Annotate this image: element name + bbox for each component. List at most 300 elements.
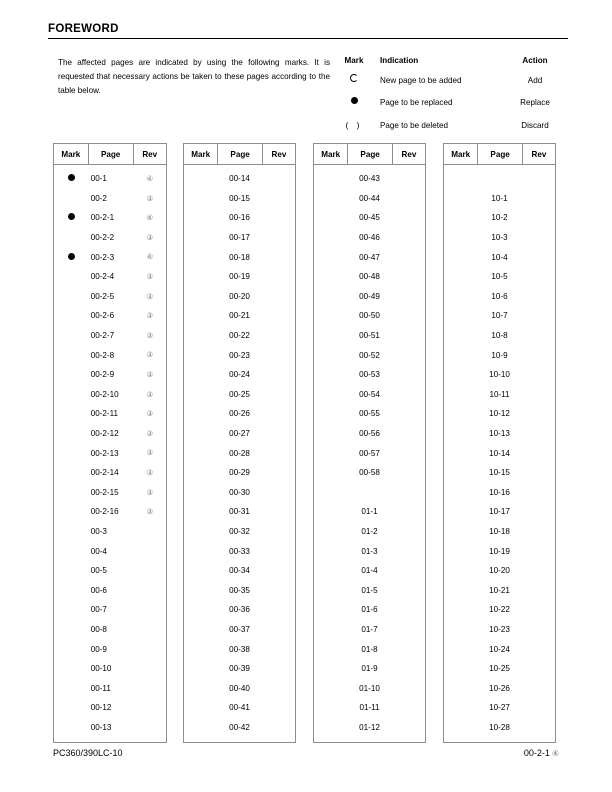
legend-indication-cell: New page to be added xyxy=(380,76,462,85)
cell-rev xyxy=(134,214,166,222)
table-header-row xyxy=(444,144,555,165)
cell-page: 10-22 xyxy=(489,605,510,615)
table-row xyxy=(444,443,555,463)
cell-page: 00-2 xyxy=(90,193,107,203)
cell-page: 10-20 xyxy=(489,566,510,576)
table-row xyxy=(184,424,295,444)
rev-circle-icon: ③ xyxy=(146,448,154,458)
table-row xyxy=(314,345,425,365)
cell-page: 00-10 xyxy=(90,664,112,674)
cell-page: 00-2-6 xyxy=(90,311,115,321)
cell-page: 10-8 xyxy=(491,331,508,341)
table-row xyxy=(184,639,295,659)
cell-page: 00-52 xyxy=(359,350,380,360)
cell-page: 01-11 xyxy=(359,703,380,713)
column-header-page: Page xyxy=(348,144,392,164)
cell-page: 00-51 xyxy=(359,331,380,341)
rev-circle-icon: ③ xyxy=(146,193,154,203)
cell-page: 00-25 xyxy=(229,389,250,399)
table-row xyxy=(314,228,425,248)
cell-page: 00-26 xyxy=(229,409,250,419)
table-row xyxy=(54,169,166,189)
table-header-row xyxy=(314,144,425,165)
filled-circle-icon xyxy=(68,213,75,220)
rev-circle-icon: ③ xyxy=(146,389,154,399)
cell-page: 10-28 xyxy=(489,722,510,732)
table-row xyxy=(54,698,166,718)
table-row xyxy=(184,620,295,640)
column-header-page: Page xyxy=(89,144,134,164)
table-row xyxy=(314,463,425,483)
table-row xyxy=(314,620,425,640)
table-row xyxy=(184,522,295,542)
legend-row xyxy=(336,75,568,98)
footer-page-number xyxy=(524,748,559,758)
rev-circle-icon: ③ xyxy=(146,330,154,340)
cell-mark xyxy=(54,254,89,261)
table-row xyxy=(184,345,295,365)
cell-rev xyxy=(134,332,166,340)
cell-page: 00-22 xyxy=(229,331,250,341)
table-row xyxy=(314,267,425,287)
cell-rev xyxy=(134,430,166,438)
table-row xyxy=(184,189,295,209)
legend-indication-cell: Page to be deleted xyxy=(380,121,448,130)
cell-page: 00-54 xyxy=(359,389,380,399)
cell-page: 00-2-4 xyxy=(90,272,115,282)
cell-page: 00-58 xyxy=(359,468,380,478)
page-table-2 xyxy=(183,143,296,743)
column-header-rev: Rev xyxy=(142,149,158,159)
table-row xyxy=(54,718,166,738)
cell-page: 00-13 xyxy=(90,722,112,732)
table-row xyxy=(314,189,425,209)
cell-page: 00-3 xyxy=(90,526,107,536)
cell-page: 00-50 xyxy=(359,311,380,321)
cell-page: 00-38 xyxy=(229,644,250,654)
column-header-mark: Mark xyxy=(184,144,218,164)
cell-rev xyxy=(134,293,166,301)
cell-page: 00-27 xyxy=(229,429,250,439)
cell-page: 10-19 xyxy=(489,546,510,556)
cell-page: 00-44 xyxy=(359,193,380,203)
table-row xyxy=(54,483,166,503)
table-row xyxy=(314,678,425,698)
rev-circle-icon: ③ xyxy=(146,428,154,438)
column-header-rev: Rev xyxy=(531,149,547,159)
table-row xyxy=(184,326,295,346)
cell-page: 00-12 xyxy=(90,703,112,713)
table-row xyxy=(314,385,425,405)
legend-indication-cell: Page to be replaced xyxy=(380,97,453,107)
cell-page: 10-11 xyxy=(489,389,510,399)
rev-circle-icon: ③ xyxy=(146,311,154,321)
table-row xyxy=(444,522,555,542)
table-row xyxy=(444,208,555,228)
legend-mark-cell xyxy=(336,98,372,107)
cell-page: 00-11 xyxy=(90,683,111,693)
legend-header-row xyxy=(336,56,568,75)
cell-page: 01-8 xyxy=(361,644,378,654)
cell-page: 00-49 xyxy=(359,291,380,301)
legend-mark-cell xyxy=(336,75,372,85)
table-row xyxy=(54,287,166,307)
cell-page: 10-24 xyxy=(489,644,510,654)
rev-circle-icon: ③ xyxy=(146,350,154,360)
table-row xyxy=(444,463,555,483)
cell-page: 00-2-1 xyxy=(90,213,115,223)
filled-circle-icon xyxy=(68,253,75,260)
cell-page: 00-55 xyxy=(359,409,380,419)
cell-page: 00-31 xyxy=(229,507,250,517)
table-row xyxy=(184,698,295,718)
table-row xyxy=(314,639,425,659)
table-row xyxy=(314,483,425,503)
cell-page: 00-14 xyxy=(229,174,250,184)
table-row xyxy=(444,247,555,267)
column-header-mark: Mark xyxy=(54,144,89,164)
table-row xyxy=(314,718,425,738)
cell-page: 10-9 xyxy=(491,350,508,360)
table-row xyxy=(184,208,295,228)
table-row xyxy=(184,228,295,248)
table-row xyxy=(54,620,166,640)
footer-page-label: 00-2-1 xyxy=(523,748,550,758)
table-row xyxy=(54,541,166,561)
cell-page: 00-2-16 xyxy=(90,507,119,517)
cell-page: 10-21 xyxy=(489,585,510,595)
legend-action-cell: Discard xyxy=(521,121,549,130)
cell-page: 00-43 xyxy=(359,174,380,184)
cell-page: 10-27 xyxy=(489,703,510,713)
table-row xyxy=(54,659,166,679)
page-table-4 xyxy=(443,143,556,743)
table-row xyxy=(444,580,555,600)
filled-circle-icon xyxy=(68,174,75,181)
cell-page: 10-25 xyxy=(489,664,510,674)
intro-paragraph: The affected pages are indicated by using the following marks. It is requested that necessary actions be taken to these pages according to the table below. xyxy=(58,58,330,96)
table-row xyxy=(444,483,555,503)
table-row xyxy=(444,169,555,189)
page-table-3 xyxy=(313,143,426,743)
table-row xyxy=(444,287,555,307)
table-row xyxy=(184,561,295,581)
table-row xyxy=(444,345,555,365)
table-row xyxy=(444,718,555,738)
cell-page: 00-2-9 xyxy=(90,370,115,380)
legend-action-cell: Replace xyxy=(520,97,550,107)
cell-page: 00-24 xyxy=(229,370,250,380)
cell-page: 00-2-2 xyxy=(90,233,115,243)
table-row xyxy=(444,541,555,561)
table-row xyxy=(54,247,166,267)
table-row xyxy=(184,443,295,463)
table-row xyxy=(444,228,555,248)
cell-page: 10-16 xyxy=(489,487,510,497)
table-row xyxy=(314,502,425,522)
cell-page: 00-8 xyxy=(90,624,107,634)
cell-page: 00-42 xyxy=(229,722,250,732)
rev-circle-icon: ③ xyxy=(146,507,154,517)
page-table-1 xyxy=(53,143,167,743)
legend-mark-cell xyxy=(336,120,372,130)
legend-body xyxy=(336,75,568,143)
cell-page: 00-5 xyxy=(90,566,107,576)
cell-page: 00-2-13 xyxy=(90,448,119,458)
cell-rev xyxy=(134,410,166,418)
table-row xyxy=(184,483,295,503)
cell-rev xyxy=(134,273,166,281)
rev-circle-icon: ④ xyxy=(146,174,154,183)
cell-mark xyxy=(54,175,89,182)
column-header-mark: Mark xyxy=(314,144,348,164)
cell-page: 00-47 xyxy=(359,252,380,262)
cell-page: 00-45 xyxy=(359,213,380,223)
table-row xyxy=(54,208,166,228)
cell-mark xyxy=(54,214,89,221)
rev-circle-icon: ③ xyxy=(146,487,154,497)
table-row xyxy=(444,561,555,581)
cell-page: 01-1 xyxy=(361,507,378,517)
cell-page: 10-3 xyxy=(491,233,508,243)
rev-circle-icon: ③ xyxy=(146,291,154,301)
table-row xyxy=(184,600,295,620)
cell-page: 10-12 xyxy=(489,409,510,419)
page-title: FOREWORD xyxy=(48,23,119,35)
table-body xyxy=(444,165,555,742)
parentheses-icon: ( ) xyxy=(345,120,363,130)
table-row xyxy=(314,404,425,424)
cell-page: 00-2-14 xyxy=(90,468,119,478)
column-header-mark: Mark xyxy=(444,144,478,164)
column-header-rev: Rev xyxy=(271,149,287,159)
rev-circle-icon: ③ xyxy=(146,467,154,477)
cell-page: 00-48 xyxy=(359,272,380,282)
table-row xyxy=(184,541,295,561)
table-row xyxy=(184,463,295,483)
table-row xyxy=(54,443,166,463)
cell-rev xyxy=(134,449,166,457)
table-row xyxy=(54,561,166,581)
cell-rev xyxy=(134,371,166,379)
cell-rev xyxy=(134,195,166,203)
cell-page: 01-7 xyxy=(361,624,378,634)
table-row xyxy=(54,404,166,424)
table-row xyxy=(444,404,555,424)
legend-action-cell: Add xyxy=(527,76,543,85)
table-row xyxy=(314,306,425,326)
column-header-page: Page xyxy=(218,144,262,164)
cell-rev xyxy=(134,489,166,497)
cell-page: 00-17 xyxy=(229,233,250,243)
cell-page: 00-9 xyxy=(90,644,107,654)
table-row xyxy=(444,424,555,444)
cell-page: 00-2-5 xyxy=(90,291,115,301)
rev-circle-icon: ③ xyxy=(146,409,154,419)
table-row xyxy=(444,620,555,640)
cell-page: 00-34 xyxy=(229,566,250,576)
table-row xyxy=(184,580,295,600)
cell-page: 00-36 xyxy=(229,605,250,615)
cell-rev xyxy=(134,469,166,477)
table-row xyxy=(54,365,166,385)
cell-page: 10-18 xyxy=(489,526,510,536)
table-row xyxy=(444,698,555,718)
column-header-rev: Rev xyxy=(401,149,417,159)
table-row xyxy=(314,208,425,228)
rev-circle-icon: ③ xyxy=(146,271,154,281)
legend-row xyxy=(336,120,568,143)
cell-page: 00-28 xyxy=(229,448,250,458)
table-body xyxy=(314,165,425,742)
cell-rev xyxy=(134,175,166,183)
footer-rev-circle-icon: ④ xyxy=(551,749,559,758)
table-row xyxy=(314,247,425,267)
cell-page: 00-21 xyxy=(229,311,250,321)
table-row xyxy=(54,639,166,659)
cell-page: 10-1 xyxy=(491,193,508,203)
cell-page: 10-4 xyxy=(491,252,508,262)
legend-row xyxy=(336,98,568,121)
cell-page: 00-33 xyxy=(229,546,250,556)
cell-page: 01-3 xyxy=(361,546,378,556)
cell-page: 00-2-11 xyxy=(90,409,119,419)
column-header-page: Page xyxy=(478,144,522,164)
cell-rev xyxy=(134,253,166,261)
cell-page: 10-14 xyxy=(489,448,510,458)
cell-page: 10-15 xyxy=(489,468,510,478)
cell-page: 00-40 xyxy=(229,683,250,693)
cell-page: 00-23 xyxy=(229,350,250,360)
cell-page: 10-7 xyxy=(491,311,508,321)
table-body xyxy=(184,165,295,742)
rev-circle-icon: ③ xyxy=(146,232,154,242)
table-header-row xyxy=(54,144,166,165)
table-row xyxy=(444,659,555,679)
table-row xyxy=(314,443,425,463)
legend-header-mark: Mark xyxy=(344,56,364,65)
cell-rev xyxy=(134,391,166,399)
cell-page: 00-46 xyxy=(359,233,380,243)
table-row xyxy=(54,600,166,620)
open-circle-icon xyxy=(350,74,358,82)
table-row xyxy=(184,306,295,326)
cell-page: 10-17 xyxy=(489,507,510,517)
table-row xyxy=(314,580,425,600)
cell-page: 00-2-7 xyxy=(90,331,115,341)
cell-page: 00-30 xyxy=(229,487,250,497)
table-row xyxy=(54,502,166,522)
table-row xyxy=(314,698,425,718)
table-row xyxy=(314,600,425,620)
cell-page: 00-7 xyxy=(90,605,107,615)
table-row xyxy=(314,365,425,385)
cell-page: 00-35 xyxy=(229,585,250,595)
table-row xyxy=(54,385,166,405)
legend-header-indication: Indication xyxy=(380,56,419,65)
cell-page: 00-32 xyxy=(229,526,250,536)
table-row xyxy=(314,561,425,581)
table-row xyxy=(54,189,166,209)
table-row xyxy=(314,169,425,189)
cell-page: 00-56 xyxy=(359,429,380,439)
table-row xyxy=(54,580,166,600)
cell-page: 00-39 xyxy=(229,664,250,674)
cell-page: 01-12 xyxy=(359,722,380,732)
table-row xyxy=(444,502,555,522)
table-row xyxy=(184,502,295,522)
table-row xyxy=(54,345,166,365)
cell-page: 01-4 xyxy=(361,566,378,576)
cell-page: 10-5 xyxy=(491,272,508,282)
table-row xyxy=(184,404,295,424)
table-row xyxy=(184,247,295,267)
cell-page: 00-2-10 xyxy=(90,389,119,399)
table-row xyxy=(54,463,166,483)
cell-page: 00-2-8 xyxy=(90,350,115,360)
table-row xyxy=(444,639,555,659)
cell-page: 00-29 xyxy=(229,468,250,478)
cell-page: 00-57 xyxy=(359,448,380,458)
table-row xyxy=(184,287,295,307)
table-row xyxy=(444,365,555,385)
cell-page: 00-4 xyxy=(90,546,107,556)
table-row xyxy=(54,678,166,698)
table-row xyxy=(54,306,166,326)
page-footer xyxy=(53,748,559,758)
table-row xyxy=(444,306,555,326)
cell-page: 00-1 xyxy=(90,174,107,184)
cell-page: 01-6 xyxy=(361,605,378,615)
table-row xyxy=(444,267,555,287)
cell-rev xyxy=(134,351,166,359)
table-row xyxy=(54,228,166,248)
table-row xyxy=(444,326,555,346)
cell-page: 00-2-12 xyxy=(90,429,119,439)
cell-page: 01-10 xyxy=(359,683,380,693)
cell-page: 10-6 xyxy=(491,291,508,301)
legend-header-action: Action xyxy=(522,56,548,65)
cell-page: 10-10 xyxy=(489,370,510,380)
rev-circle-icon: ④ xyxy=(146,252,154,262)
cell-page: 00-2-15 xyxy=(90,487,119,497)
cell-page: 00-2-3 xyxy=(90,252,115,262)
filled-circle-icon xyxy=(351,97,358,104)
table-row xyxy=(184,169,295,189)
rev-circle-icon: ④ xyxy=(146,213,154,223)
table-row xyxy=(314,287,425,307)
table-row xyxy=(184,659,295,679)
table-row xyxy=(184,267,295,287)
table-row xyxy=(314,522,425,542)
table-row xyxy=(184,365,295,385)
cell-page: 01-9 xyxy=(361,664,378,674)
table-row xyxy=(54,522,166,542)
table-row xyxy=(184,678,295,698)
cell-rev xyxy=(134,312,166,320)
cell-page: 10-23 xyxy=(489,624,510,634)
cell-page: 00-19 xyxy=(229,272,250,282)
table-row xyxy=(54,267,166,287)
table-row xyxy=(444,385,555,405)
table-body xyxy=(54,165,166,742)
cell-page: 00-20 xyxy=(229,291,250,301)
cell-page: 10-2 xyxy=(491,213,508,223)
table-header-row xyxy=(184,144,295,165)
footer-model: PC360/390LC-10 xyxy=(53,748,123,758)
cell-rev xyxy=(134,234,166,242)
cell-page: 01-2 xyxy=(361,526,378,536)
